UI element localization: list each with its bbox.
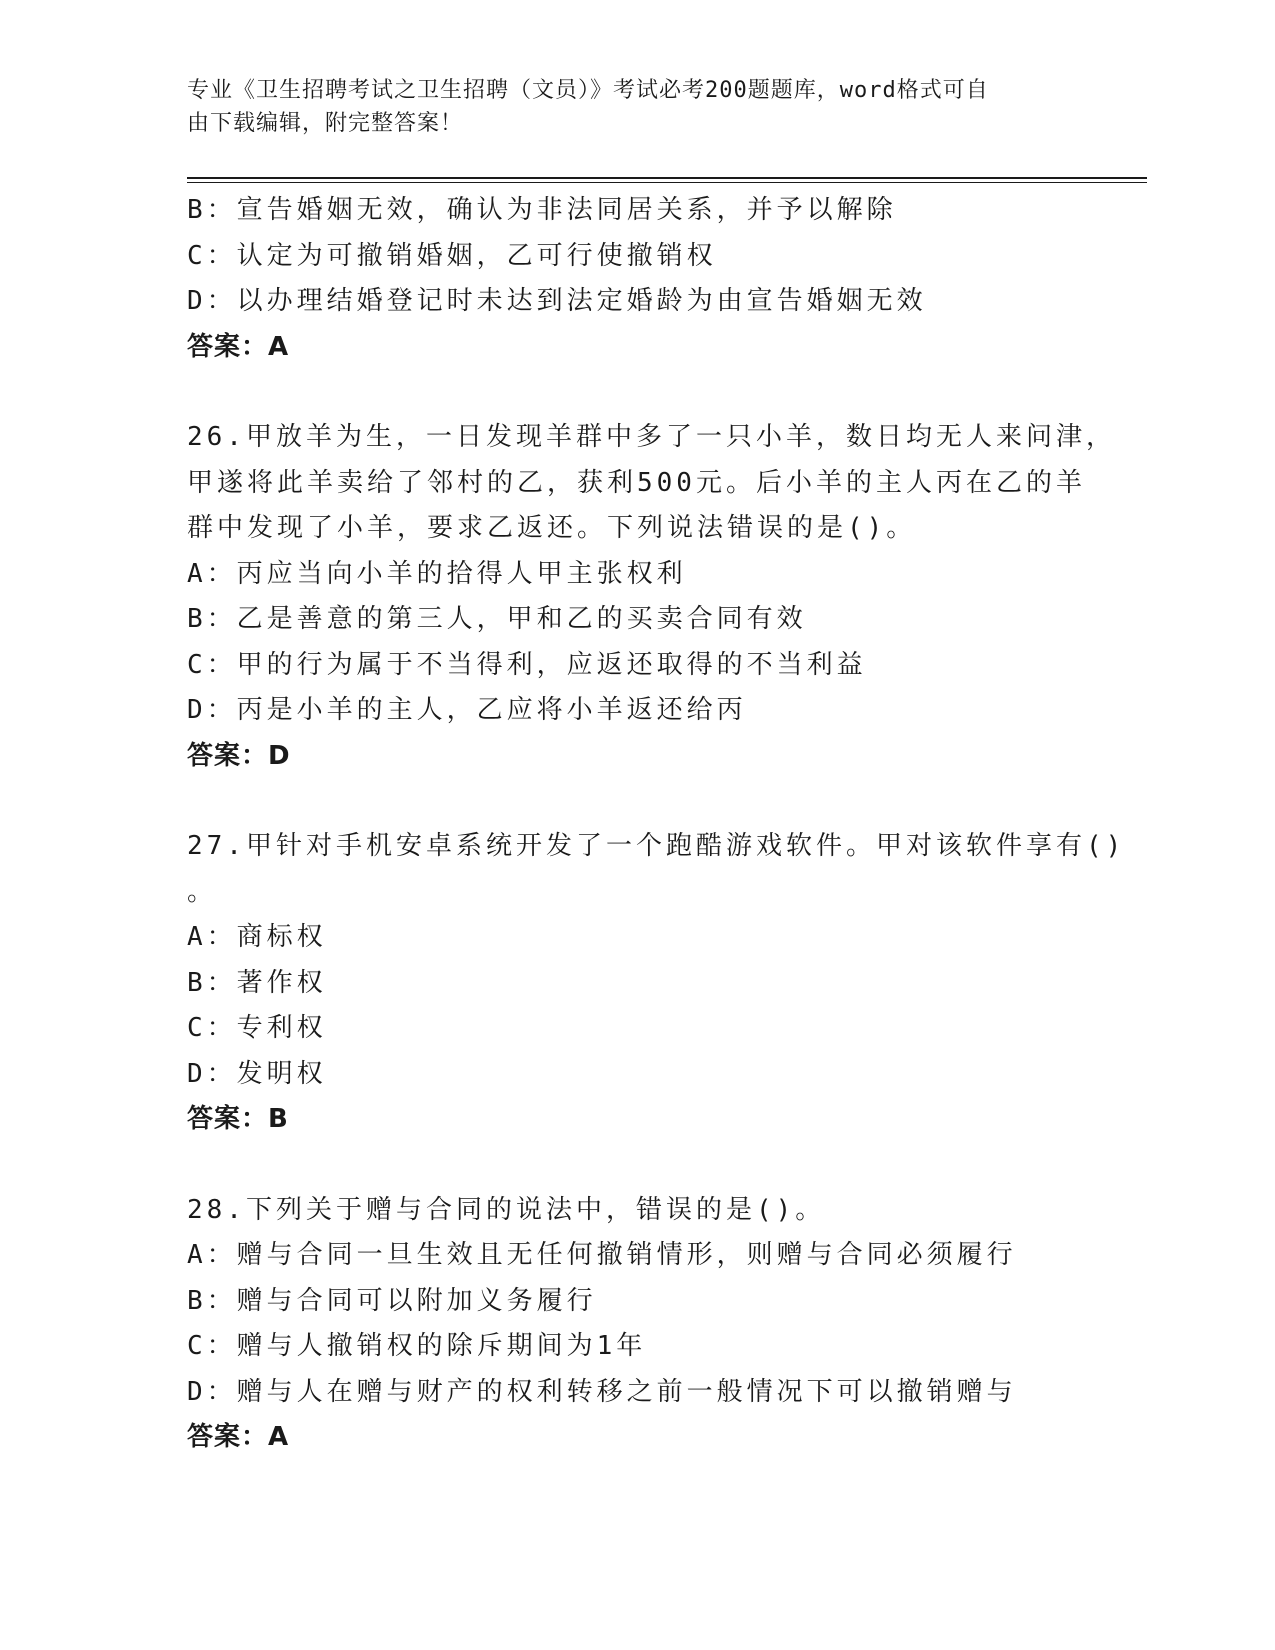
question-stem-line: 群中发现了小羊，要求乙返还。下列说法错误的是()。 (187, 513, 917, 543)
question-list (187, 188, 1126, 1461)
question-26 (187, 415, 1116, 779)
option-a: A：商标权 (187, 922, 327, 952)
header-divider-thick (187, 177, 1147, 179)
option-d: D：发明权 (187, 1058, 327, 1089)
answer-line: 答案：A (187, 1422, 290, 1452)
option-a: A：赠与合同一旦生效且无任何撤销情形，则赠与合同必须履行 (187, 1240, 1017, 1270)
spacer (187, 779, 1087, 824)
continued-question (187, 188, 1087, 370)
question-stem-line: 28.下列关于赠与合同的说法中，错误的是()。 (187, 1194, 826, 1225)
option-d: D：以办理结婚登记时未达到法定婚龄为由宣告婚姻无效 (187, 286, 927, 316)
option-b: B：著作权 (187, 967, 327, 998)
answer-line: 答案：A (187, 331, 290, 362)
header-line-2: 由下载编辑，附完整答案！ (187, 111, 464, 136)
option-d: D：丙是小羊的主人，乙应将小羊返还给丙 (187, 695, 747, 725)
question-27 (187, 824, 1126, 1143)
question-stem-line: 26.甲放羊为生，一日发现羊群中多了一只小羊，数日均无人来问津， (187, 422, 1116, 452)
spacer (187, 370, 1087, 415)
option-c: C：认定为可撤销婚姻，乙可行使撤销权 (187, 240, 717, 271)
header-divider-thin (187, 182, 1147, 183)
option-c: C：甲的行为属于不当得利，应返还取得的不当利益 (187, 649, 867, 680)
question-stem-line: 甲遂将此羊卖给了邻村的乙，获利500元。后小羊的主人丙在乙的羊 (187, 467, 1086, 498)
answer-line: 答案：D (187, 740, 291, 771)
option-a: A：丙应当向小羊的拾得人甲主张权利 (187, 558, 687, 589)
option-c: C：专利权 (187, 1013, 327, 1043)
option-c: C：赠与人撤销权的除斥期间为1年 (187, 1331, 647, 1361)
question-stem-line: 27.甲针对手机安卓系统开发了一个跑酷游戏软件。甲对该软件享有() (187, 831, 1126, 861)
question-28 (187, 1188, 1087, 1461)
answer-line: 答案：B (187, 1104, 289, 1134)
option-b: B：宣告婚姻无效，确认为非法同居关系，并予以解除 (187, 195, 897, 225)
header-line-1: 专业《卫生招聘考试之卫生招聘（文员）》考试必考200题题库，word格式可自 (187, 78, 989, 103)
spacer (187, 1143, 1087, 1188)
option-d: D：赠与人在赠与财产的权利转移之前一般情况下可以撤销赠与 (187, 1376, 1017, 1407)
option-b: B：乙是善意的第三人，甲和乙的买卖合同有效 (187, 604, 807, 634)
option-b: B：赠与合同可以附加义务履行 (187, 1285, 597, 1316)
document-header (187, 74, 1067, 140)
question-stem-line: 。 (187, 876, 218, 907)
